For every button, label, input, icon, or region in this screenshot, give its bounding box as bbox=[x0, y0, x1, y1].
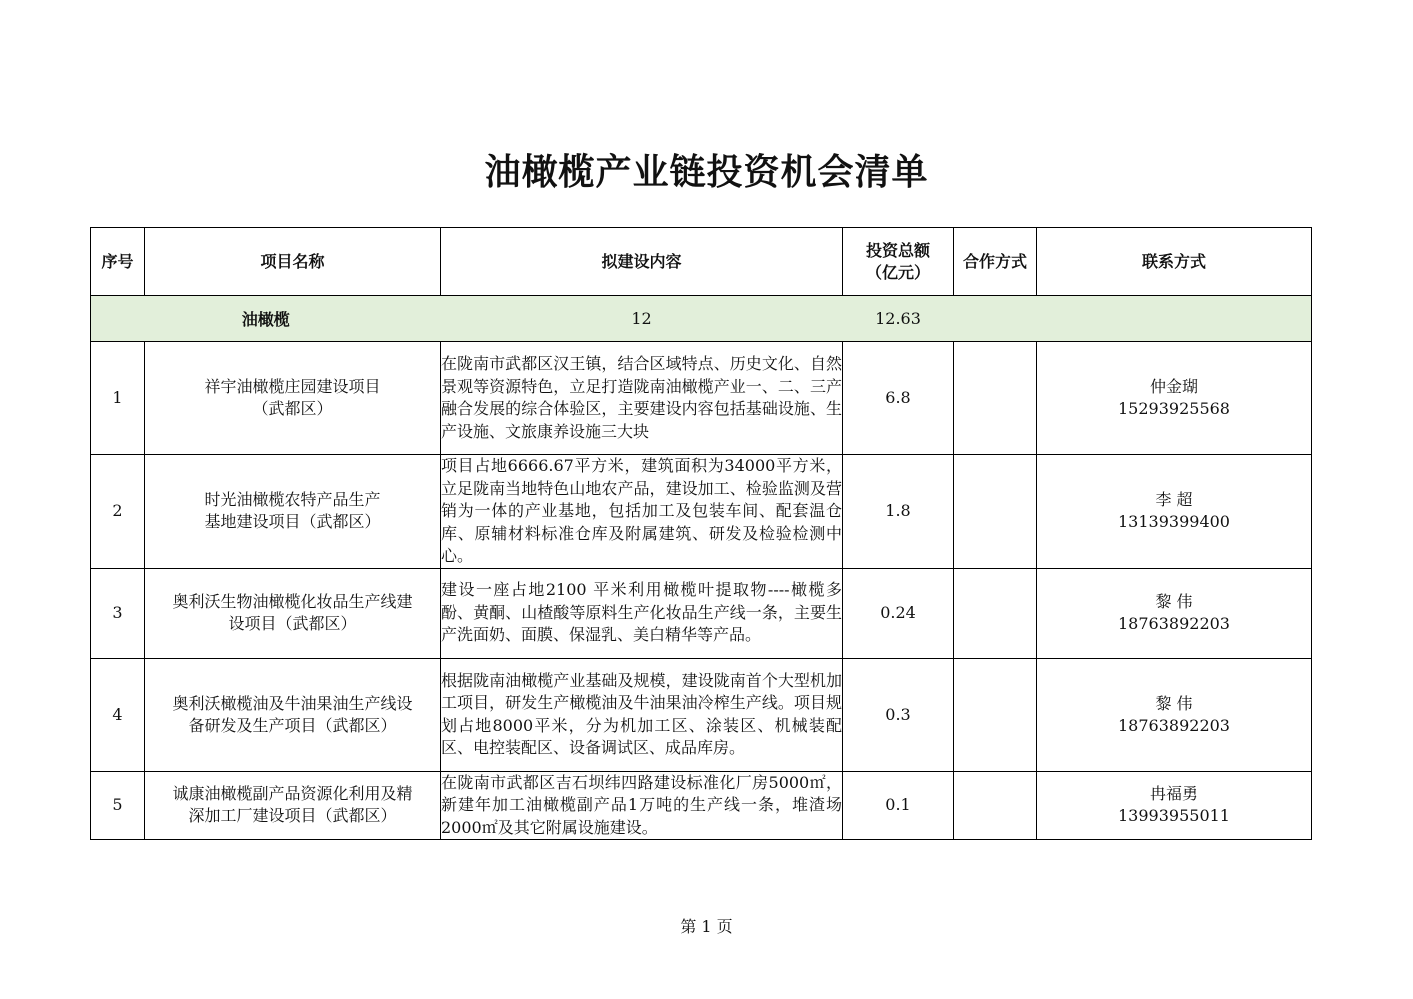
header-cooperation: 合作方式 bbox=[954, 228, 1037, 296]
contact-name: 黎 伟 bbox=[1155, 592, 1193, 611]
row-contact bbox=[1037, 658, 1312, 771]
table-row bbox=[91, 455, 1312, 569]
row-investment: 1.8 bbox=[843, 455, 954, 569]
contact-name: 冉福勇 bbox=[1149, 784, 1198, 804]
table-row bbox=[91, 342, 1312, 455]
investment-table bbox=[90, 227, 1312, 840]
page-title: 油橄榄产业链投资机会清单 bbox=[484, 152, 929, 193]
header-investment bbox=[843, 228, 954, 296]
page-number: 第 1 页 bbox=[680, 917, 733, 936]
row-project-name: 诚康油橄榄副产品资源化利用及精 深加工厂建设项目（武都区） bbox=[145, 771, 441, 840]
summary-content: 12 bbox=[441, 296, 843, 342]
row-contact bbox=[1037, 342, 1312, 455]
row-project-name: 时光油橄榄农特产品生产 基地建设项目（武都区） bbox=[145, 455, 441, 569]
row-cooperation bbox=[954, 455, 1037, 569]
table-row bbox=[91, 568, 1312, 658]
row-cooperation bbox=[954, 658, 1037, 771]
row-content: 在陇南市武都区汉王镇，结合区域特点、历史文化、自然景观等资源特色，立足打造陇南油橄榄产业一、二、三产融合发展的综合体验区，主要建设内容包括基础设施、生产设施、文旅康养设施三大块 bbox=[441, 342, 843, 455]
table-row bbox=[91, 771, 1312, 840]
contact-name: 黎 伟 bbox=[1155, 693, 1193, 713]
row-index: 4 bbox=[91, 658, 145, 771]
header-row bbox=[91, 228, 1312, 296]
contact-name: 李 超 bbox=[1155, 490, 1193, 510]
contact-name: 仲金瑚 bbox=[1149, 377, 1198, 396]
row-content: 项目占地6666.67平方米，建筑面积为34000平方米，立足陇南当地特色山地农产品，建设加工、检验监测及营销为一体的产业基地，包括加工及包装车间、配套温仓库、原辅材料标准仓库及附属建筑、研发及检验检测中心。 bbox=[441, 455, 843, 569]
row-content: 建设一座占地2100 平米利用橄榄叶提取物----橄榄多酚、黄酮、山楂酸等原料生产化妆品生产线一条，主要生产洗面奶、面膜、保湿乳、美白精华等产品。 bbox=[441, 568, 843, 658]
row-index: 5 bbox=[91, 771, 145, 840]
row-index: 1 bbox=[91, 342, 145, 455]
row-project-name: 奥利沃生物油橄榄化妆品生产线建 设项目（武都区） bbox=[145, 568, 441, 658]
summary-row bbox=[91, 296, 1312, 342]
row-investment: 0.1 bbox=[843, 771, 954, 840]
summary-contact bbox=[1037, 296, 1312, 342]
contact-phone: 18763892203 bbox=[1118, 614, 1230, 633]
header-content: 拟建设内容 bbox=[441, 228, 843, 296]
row-content: 根据陇南油橄榄产业基础及规模，建设陇南首个大型机加工项目，研发生产橄榄油及牛油果油冷榨生产线。项目规划占地8000平米，分为机加工区、涂装区、机械装配区、电控装配区、设备调试区、成品库房。 bbox=[441, 658, 843, 771]
contact-phone: 13139399400 bbox=[1118, 512, 1230, 532]
row-contact bbox=[1037, 568, 1312, 658]
header-investment-line2: （亿元） bbox=[865, 262, 930, 282]
row-cooperation bbox=[954, 568, 1037, 658]
table-row bbox=[91, 658, 1312, 771]
row-index: 3 bbox=[91, 568, 145, 658]
row-project-name: 祥宇油橄榄庄园建设项目 （武都区） bbox=[145, 342, 441, 455]
contact-phone: 13993955011 bbox=[1118, 806, 1230, 826]
row-content: 在陇南市武都区吉石坝纬四路建设标准化厂房5000㎡，新建年加工油橄榄副产品1万吨的生产线一条，堆渣场2000㎡及其它附属设施建设。 bbox=[441, 771, 843, 840]
row-index: 2 bbox=[91, 455, 145, 569]
row-investment: 6.8 bbox=[843, 342, 954, 455]
row-investment: 0.3 bbox=[843, 658, 954, 771]
header-investment-line1: 投资总额 bbox=[865, 240, 930, 260]
row-cooperation bbox=[954, 342, 1037, 455]
summary-cooperation bbox=[954, 296, 1037, 342]
row-project-name: 奥利沃橄榄油及牛油果油生产线设 备研发及生产项目（武都区） bbox=[145, 658, 441, 771]
row-investment: 0.24 bbox=[843, 568, 954, 658]
contact-phone: 18763892203 bbox=[1118, 715, 1230, 735]
header-contact: 联系方式 bbox=[1037, 228, 1312, 296]
summary-label: 油橄榄 bbox=[91, 296, 441, 342]
row-contact bbox=[1037, 455, 1312, 569]
contact-phone: 15293925568 bbox=[1118, 399, 1230, 418]
row-contact bbox=[1037, 771, 1312, 840]
row-cooperation bbox=[954, 771, 1037, 840]
header-project-name: 项目名称 bbox=[145, 228, 441, 296]
summary-investment: 12.63 bbox=[843, 296, 954, 342]
header-index: 序号 bbox=[91, 228, 145, 296]
